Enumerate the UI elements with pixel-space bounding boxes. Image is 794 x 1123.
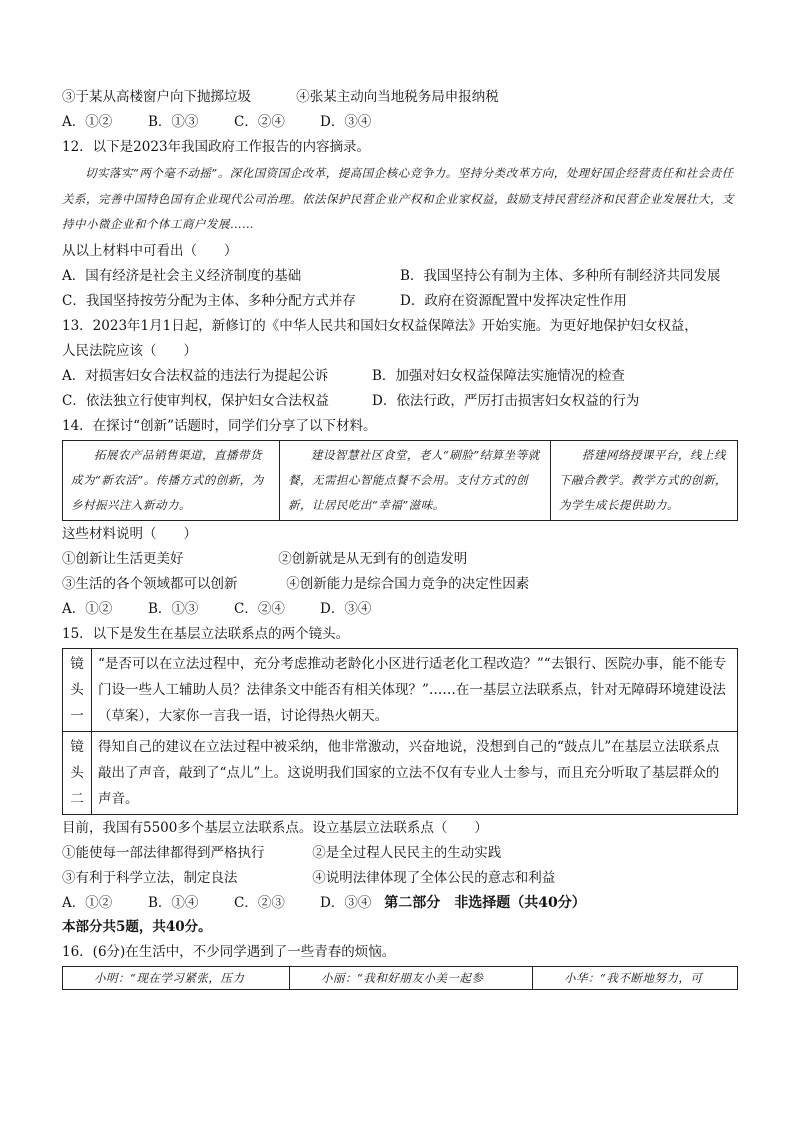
q14-statement-1: ①创新让生活更美好 [62, 550, 184, 567]
q13-stem-line1: 13．2023年1月1日起，新修订的《中华人民共和国妇女权益保障法》开始实施。为更好地保护妇女权益， [62, 317, 698, 334]
q12-excerpt: 切实落实“两个毫不动摇”。深化国资国企改革，提高国企核心竞争力。坚持分类改革方向，处理好国企经营责任和社会责任关系，完善中国特色国有企业现代公司治理。依法保护民营企业产权和企业家权益，鼓励支持民营经济和民营企业发展壮大，支持中小微企业和个体工商户发展…… [62, 166, 734, 231]
q12-option-d[interactable]: D．政府在资源配置中发挥决定性作用 [400, 292, 627, 309]
q14-statement-4: ④创新能力是综合国力竞争的决定性因素 [286, 575, 530, 592]
q15-option-d[interactable]: D．③④ [320, 894, 372, 911]
q14-option-d[interactable]: D．③④ [320, 600, 372, 617]
q14-statement-3: ③生活的各个领域都可以创新 [62, 575, 238, 592]
q15-stem: 15．以下是发生在基层立法联系点的两个镜头。 [62, 625, 350, 642]
q11-option-b[interactable]: B．①③ [148, 114, 199, 130]
q15-prompt: 目前，我国有5500多个基层立法联系点。设立基层立法联系点（ ） [62, 819, 488, 836]
q12-option-c[interactable]: C．我国坚持按劳分配为主体、多种分配方式并存 [62, 292, 356, 309]
q14-option-a[interactable]: A．①② [62, 600, 113, 617]
q16-material-1: 小明：“现在学习紧张，压力 [63, 966, 290, 989]
q12-prompt: 从以上材料中可看出（ ） [62, 242, 238, 259]
q15-scene-table [62, 648, 738, 815]
q11-option-a[interactable]: A．①② [62, 114, 113, 130]
q14-material-3: 搭建网络授课平台，线上线下融合教学。教学方式的创新，为学生成长提供助力。 [551, 440, 738, 520]
q16-material-2: 小丽：“我和好朋友小美一起参 [290, 966, 533, 989]
part2-note: 本部分共5题，共40分。 [62, 918, 212, 935]
q14-statement-2: ②创新就是从无到有的创造发明 [278, 550, 468, 567]
q14-options [62, 598, 738, 623]
q12-option-b[interactable]: B．我国坚持公有制为主体、多种所有制经济共同发展 [400, 267, 721, 284]
q14-option-b[interactable]: B．①③ [148, 600, 199, 617]
q12-option-a[interactable]: A．国有经济是社会主义经济制度的基础 [62, 267, 302, 284]
q15-scene-label-1: 镜头一 [63, 648, 92, 731]
q14-material-1: 拓展农产品销售渠道，直播带货成为“新农活”。传播方式的创新，为乡村振兴注入新动力。 [63, 440, 280, 520]
q11-option-d[interactable]: D．③④ [320, 114, 372, 130]
q14-stem: 14．在探讨“创新”话题时，同学们分享了以下材料。 [62, 417, 377, 434]
part2-title: 第二部分 非选择题（共40分） [384, 894, 586, 911]
q14-statements-3-4 [62, 573, 738, 598]
q13-option-b[interactable]: B．加强对妇女权益保障法实施情况的检查 [372, 367, 625, 384]
q11-options [62, 111, 738, 136]
q13-option-c[interactable]: C．依法独立行使审判权，保护妇女合法权益 [62, 392, 329, 409]
q11-option-c[interactable]: C．②④ [234, 114, 285, 130]
q14-prompt: 这些材料说明（ ） [62, 525, 197, 542]
q16-stem: 16．(6分)在生活中，不少同学遇到了一些青春的烦恼。 [62, 943, 396, 960]
q15-scene-row-2 [63, 731, 738, 814]
q15-option-b[interactable]: B．①④ [148, 894, 199, 911]
q12-options-ab [62, 265, 738, 290]
q11-statements-3-4 [62, 86, 738, 111]
q13-option-d[interactable]: D．依法行政，严厉打击损害妇女权益的行为 [372, 392, 640, 409]
q15-option-a[interactable]: A．①② [62, 894, 113, 911]
q11-statement-4: ④张某主动向当地税务局申报纳税 [296, 89, 499, 105]
q13-options-ab [62, 365, 738, 390]
q13-options-cd [62, 390, 738, 415]
q15-statement-3: ③有利于科学立法，制定良法 [62, 869, 238, 886]
q14-material-2: 建设智慧社区食堂，老人“刷脸”结算坐等就餐，无需担心智能点餐不会用。支付方式的创新，让居民吃出“幸福”滋味。 [280, 440, 551, 520]
exam-page [62, 86, 738, 990]
q15-scene-text-1: “是否可以在立法过程中，充分考虑推动老龄化小区进行适老化工程改造？”“去银行、医院办事，能不能专门设一些人工辅助人员？法律条文中能否有相关体现？”……在一基层立法联系点，针对无障碍环境建设法（草案），大家你一言我一语，讨论得热火朝天。 [92, 648, 738, 731]
q11-statement-3: ③于某从高楼窗户向下抛掷垃圾 [62, 89, 251, 105]
q14-statements-1-2 [62, 548, 738, 573]
q15-statements-3-4 [62, 867, 738, 892]
q15-option-c[interactable]: C．②③ [234, 894, 285, 911]
q12-stem: 12．以下是2023年我国政府工作报告的内容摘录。 [62, 139, 371, 155]
q13-stem-line2: 人民法院应该（ ） [62, 342, 197, 359]
q14-material-table [62, 440, 738, 521]
q15-scene-row-1 [63, 648, 738, 731]
q13-option-a[interactable]: A．对损害妇女合法权益的违法行为提起公诉 [62, 367, 329, 384]
q16-material-table [62, 966, 738, 990]
q15-statement-1: ①能使每一部法律都得到严格执行 [62, 844, 265, 861]
q15-statement-2: ②是全过程人民民主的生动实践 [312, 844, 502, 861]
q15-statement-4: ④说明法律体现了全体公民的意志和利益 [312, 869, 556, 886]
q14-option-c[interactable]: C．②④ [234, 600, 285, 617]
q15-scene-text-2: 得知自己的建议在立法过程中被采纳，他非常激动，兴奋地说，没想到自己的“鼓点儿”在基层立法联系点敲出了声音，敲到了“点儿”上。这说明我们国家的立法不仅有专业人士参与，而且充分听取了基层群众的声音。 [92, 731, 738, 814]
q16-material-3: 小华：“我不断地努力，可 [533, 966, 738, 989]
q15-scene-label-2: 镜头二 [63, 731, 92, 814]
q15-statements-1-2 [62, 842, 738, 867]
q12-options-cd [62, 290, 738, 315]
